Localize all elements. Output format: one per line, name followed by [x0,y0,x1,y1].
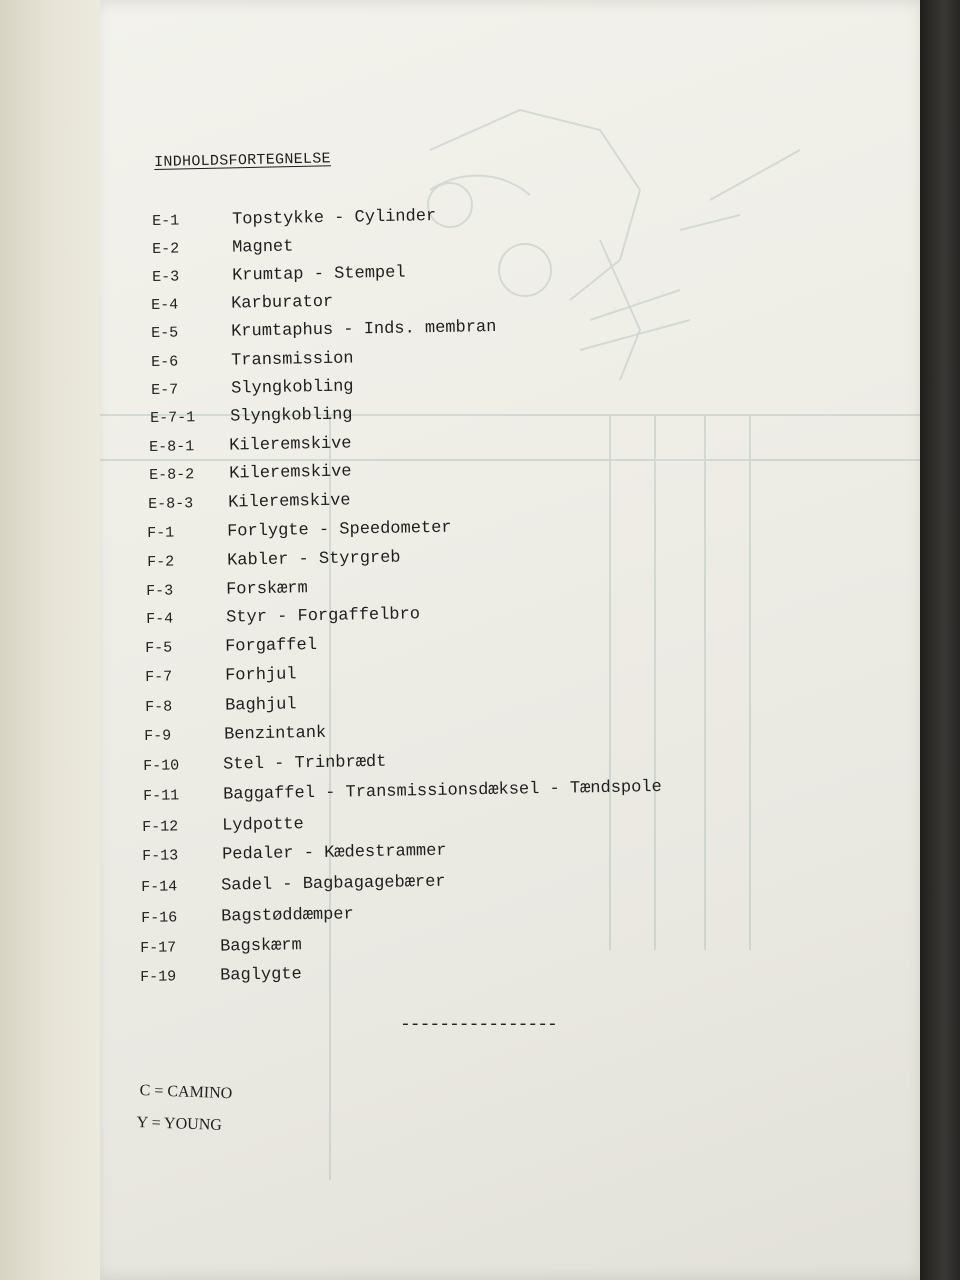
toc-code: F-4 [146,610,174,628]
toc-code: E-1 [152,212,180,230]
toc-code: F-9 [144,727,172,745]
toc-code: E-7 [151,381,179,399]
toc-code: F-2 [147,553,175,571]
toc-row [151,349,354,372]
toc-label: Pedaler - Kædestrammer [221,841,447,865]
toc-label: Bagskærm [219,936,302,957]
toc-label: Topstykke - Cylinder [231,207,437,230]
toc-code: F-11 [143,787,180,805]
toc-label: Baggaffel - Transmissionsdæksel - Tændspole [222,777,662,805]
toc-label: Kabler - Styrgreb [226,548,401,571]
toc-row [152,264,406,287]
toc-row [141,905,354,928]
toc-label: Slyngkobling [230,377,354,399]
toc-row [147,549,401,572]
toc-row [151,293,333,315]
toc-label: Benzintank [223,723,327,745]
toc-label: Forlygte - Speedometer [226,518,452,542]
toc-code: E-8-2 [149,466,195,484]
toc-label: Forskærm [225,579,308,600]
toc-row [147,519,452,543]
toc-row [152,238,294,259]
toc-code: F-16 [141,909,178,927]
toc-row [152,207,436,231]
toc-code: E-4 [151,296,179,314]
toc-label: Sadel - Bagbagagebærer [220,872,446,896]
toc-code: F-10 [143,757,180,775]
toc-label: Magnet [231,237,294,258]
toc-row [140,936,302,958]
toc-code: F-1 [147,524,175,542]
toc-row [142,815,304,837]
toc-label: Kileremskive [227,491,351,513]
legend-line-camino: C = CAMINO [139,1082,233,1103]
toc-row [151,377,354,400]
toc-label: Lydpotte [221,815,304,836]
toc-row [143,778,662,806]
toc-label: Stel - Trinbrædt [222,752,387,775]
toc-row [144,724,326,746]
toc-code: E-6 [151,353,179,371]
toc-code: F-7 [145,668,173,686]
toc-row [140,965,302,987]
toc-row [151,318,497,343]
toc-code: F-5 [145,639,173,657]
toc-row [146,579,308,601]
toc-row [145,695,297,717]
toc-row [149,462,352,485]
toc-row [141,873,446,897]
toc-label: Baglygte [219,965,302,986]
toc-code: E-8-3 [148,495,194,513]
toc-row [149,434,352,457]
toc-label: Kileremskive [228,462,352,484]
toc-label: Transmission [230,349,354,371]
toc-label: Styr - Forgaffelbro [225,605,421,628]
toc-row [150,405,353,428]
toc-code: F-3 [146,582,174,600]
toc-code: F-14 [141,878,178,896]
toc-row [145,665,297,687]
toc-code: F-13 [142,847,179,865]
toc-code: E-5 [151,324,179,342]
toc-row [146,605,420,629]
toc-code: F-19 [140,968,177,986]
toc-label: Bagstøddæmper [220,905,354,927]
toc-code: E-3 [152,268,180,286]
toc-row [143,753,387,776]
toc-label: Kileremskive [228,434,352,456]
toc-label: Krumtaphus - Inds. membran [230,317,497,342]
toc-code: F-12 [142,818,179,836]
toc-label: Slyngkobling [229,405,353,427]
toc-label: Krumtap - Stempel [231,263,406,286]
legend-line-young: Y = YOUNG [136,1114,223,1134]
toc-row [148,491,351,514]
toc-code: E-8-1 [149,438,195,456]
section-divider: ---------------- [400,1015,557,1035]
page-title: INDHOLDSFORTEGNELSE [154,150,332,171]
toc-label: Baghjul [224,695,297,716]
toc-code: E-7-1 [150,409,196,427]
toc-code: F-17 [140,939,177,957]
toc-row [145,636,317,658]
toc-code: F-8 [145,698,173,716]
toc-label: Karburator [230,292,334,314]
toc-label: Forgaffel [224,636,318,657]
toc-code: E-2 [152,240,180,258]
toc-row [142,842,447,866]
toc-label: Forhjul [224,665,297,686]
